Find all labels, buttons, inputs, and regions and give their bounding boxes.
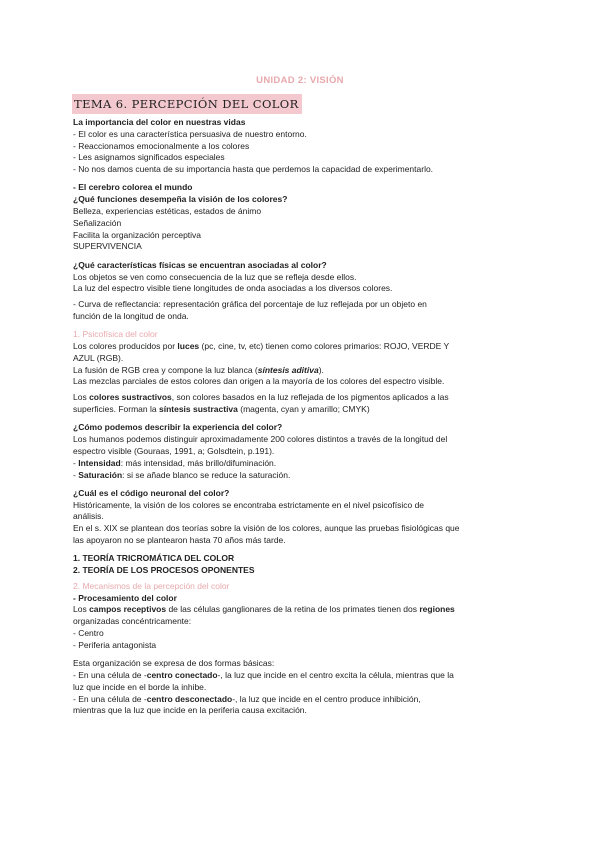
bold-term: centro conectado (146, 669, 218, 680)
text-run: , son colores basados en la luz reflejada de los pigmentos aplicados a las (171, 392, 449, 403)
text-run: - En una célula de - (73, 669, 147, 680)
theory-procesos-oponentes: 2. TEORÍA DE LOS PROCESOS OPONENTES (73, 565, 255, 576)
text-line (73, 341, 528, 353)
section-heading-caracteristicas: ¿Qué características físicas se encuentran asociadas al color? (73, 259, 327, 270)
text-line: Los humanos podemos distinguir aproximadamente 200 colores distintos a través de la longitud del (73, 434, 448, 445)
text-line: AZUL (RGB). (73, 352, 124, 363)
text-line: - Reaccionamos emocionalmente a los colores (73, 140, 250, 151)
text-line: mientras que la luz que incide en la periferia causa excitación. (73, 705, 307, 716)
text-run: de las células ganglionares de la retina de los primates tienen dos (166, 604, 420, 615)
text-run: (pc, cine, tv, etc) tienen como colores primarios: ROJO, VERDE Y (199, 341, 450, 352)
bold-term: campos receptivos (89, 604, 167, 615)
text-line: Los objetos se ven como consecuencia de la luz que se refleja desde ellos. (73, 271, 357, 282)
document-body (73, 117, 528, 717)
section-heading-funciones: ¿Qué funciones desempeña la visión de los colores? (73, 194, 288, 205)
text-line: espectro visible (Gouraas, 1991, a; Golsdtein, p.191). (73, 445, 275, 456)
text-run: (magenta, cyan y amarillo; CMYK) (237, 404, 370, 415)
text-run: -, la luz que incide en el centro produce inhibición, (232, 693, 421, 704)
topic-title: TEMA 6. PERCEPCIÓN DEL COLOR (72, 94, 302, 114)
text-line: SUPERVIVENCIA (73, 241, 142, 252)
text-line: Las mezclas parciales de estos colores dan origen a la mayoría de los colores del espectro visible. (73, 376, 445, 387)
theory-tricromatica: 1. TEORÍA TRICROMÁTICA DEL COLOR (73, 553, 235, 564)
text-line (73, 604, 528, 616)
text-line (73, 694, 528, 706)
text-run: ). (318, 364, 324, 375)
text-line (73, 404, 528, 416)
bold-term: centro desconectado (146, 693, 233, 704)
text-line: organizadas concéntricamente: (73, 616, 192, 627)
text-line: las apoyaron no se plantearon hasta 70 años más tarde. (73, 535, 286, 545)
section-heading-importancia: La importancia del color en nuestras vidas (73, 117, 246, 127)
text-run: - En una célula de - (73, 693, 147, 704)
text-line (73, 365, 528, 377)
text-line: - Curva de reflectancia: representación gráfica del porcentaje de luz reflejada por un objeto en (73, 299, 427, 310)
bold-term: regiones (419, 604, 455, 615)
section-heading-psicofisica: 1. Psicofísica del color (73, 329, 158, 340)
text-run: - (73, 457, 79, 468)
bold-term: luces (177, 341, 200, 352)
text-line: luz que incide en el borde la inhibe. (73, 681, 207, 692)
text-run: : si se añade blanco se reduce la saturación. (122, 469, 291, 480)
text-line: análisis. (73, 511, 104, 522)
section-heading-experiencia: ¿Cómo podemos describir la experiencia del color? (73, 422, 283, 433)
section-heading-cerebro: - El cerebro colorea el mundo (73, 182, 193, 193)
text-run: - (73, 469, 79, 480)
text-run: superficies. Forman la (73, 404, 159, 415)
text-run: Los (73, 604, 90, 615)
text-line: La luz del espectro visible tiene longitudes de onda asociadas a los diversos colores. (73, 283, 393, 294)
text-line: Señalización (73, 217, 122, 228)
text-line: - El color es una característica persuasiva de nuestro entorno. (73, 128, 307, 139)
text-line: En el s. XIX se plantean dos teorías sobre la visión de los colores, aunque las pruebas fisiológicas que (73, 523, 460, 534)
text-line (73, 392, 528, 404)
text-run: -, la luz que incide en el centro excita la célula, mientras que la (217, 669, 454, 680)
text-run: La fusión de RGB crea y compone la luz blanca ( (73, 364, 258, 375)
text-line (73, 670, 528, 682)
subheading-procesamiento: - Procesamiento del color (73, 592, 177, 603)
text-line: - Les asignamos significados especiales (73, 152, 225, 163)
section-heading-codigo-neuronal: ¿Cuál es el código neuronal del color? (73, 487, 230, 498)
text-line (73, 458, 528, 470)
text-line (73, 470, 528, 482)
bold-term: colores sustractivos (89, 392, 172, 403)
text-line: Esta organización se expresa de dos formas básicas: (73, 658, 275, 669)
bold-term: síntesis sustractiva (158, 404, 238, 415)
text-line: Facilita la organización perceptiva (73, 229, 202, 240)
text-run: Los (73, 392, 90, 403)
text-run: : más intensidad, más brillo/difuminación. (120, 457, 277, 468)
text-line: - No nos damos cuenta de su importancia hasta que perdemos la capacidad de experimentarlo. (73, 164, 434, 175)
text-line: Belleza, experiencias estéticas, estados de ánimo (73, 206, 262, 217)
section-heading-mecanismos: 2. Mecanismos de la percepción del color (73, 580, 230, 591)
text-run: Los colores producidos por (73, 341, 178, 352)
unit-title: UNIDAD 2: VISIÓN (256, 75, 344, 86)
bold-term: Saturación (78, 469, 123, 480)
bold-term: síntesis aditiva (257, 364, 319, 375)
bold-term: Intensidad (78, 457, 121, 468)
text-line: función de la longitud de onda. (73, 310, 189, 321)
text-line: - Centro (73, 628, 104, 639)
text-line: - Periferia antagonista (73, 639, 157, 650)
text-line: Históricamente, la visión de los colores se encontraba estrictamente en el nivel psicofísico de (73, 499, 425, 510)
